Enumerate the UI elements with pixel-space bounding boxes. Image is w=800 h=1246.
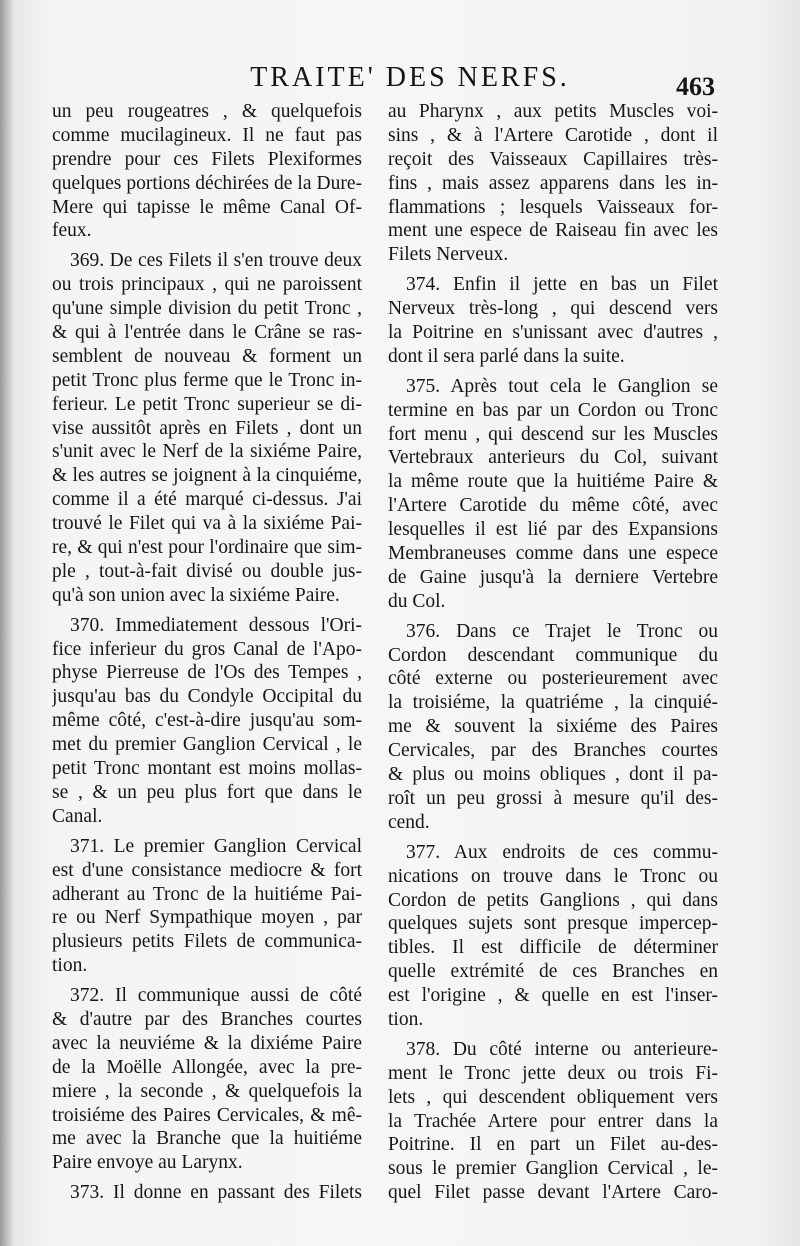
text-line: la troisiéme, la quatriéme , la cinquié- xyxy=(388,692,718,714)
text-line: roît un peu grossi à mesure qu'il des- xyxy=(388,787,718,809)
text-line: lets , qui descendent obliquement vers xyxy=(388,1086,718,1108)
text-line: 373. Il donne en passant des Filets xyxy=(70,1182,362,1204)
text-line: ment une espece de Raiseau fin avec les xyxy=(388,220,718,242)
right-column xyxy=(388,100,718,1205)
text-line: 369. De ces Filets il s'en trouve deux xyxy=(70,250,362,272)
text-line: dont il sera parlé dans la suite. xyxy=(388,345,625,367)
text-line: trouvé le Filet qui va à la sixiéme Pai- xyxy=(52,513,362,535)
text-line: miere , la seconde , & quelquefois la xyxy=(52,1080,362,1102)
text-line: 372. Il communique aussi de côté xyxy=(70,985,362,1007)
text-line: Paire envoye au Larynx. xyxy=(52,1152,243,1174)
gutter-shadow xyxy=(0,0,14,1246)
text-line: nications on trouve dans le Tronc ou xyxy=(388,865,718,887)
text-line: 378. Du côté interne ou anterieure- xyxy=(406,1038,718,1060)
text-line: semblent de nouveau & forment un xyxy=(52,345,362,367)
text-line: Cervicales, par des Branches courtes xyxy=(388,740,718,762)
text-line: qu'une simple division du petit Tronc , xyxy=(52,298,362,320)
text-line: est d'une consistance mediocre & fort xyxy=(52,859,362,881)
text-line: Vertebraux anterieurs du Col, suivant xyxy=(388,447,718,469)
page-number: 463 xyxy=(676,72,715,101)
text-line: un peu rougeatres , & quelquefois xyxy=(52,101,362,122)
text-line: Poitrine. Il en part un Filet au-des- xyxy=(388,1134,718,1156)
text-line: l'Artere Carotide du même côté, avec xyxy=(388,495,718,517)
text-line: la Poitrine en s'unissant avec d'autres , xyxy=(388,322,718,344)
text-line: physe Pierreuse de l'Os des Tempes , xyxy=(52,662,362,684)
text-line: adherant au Tronc de la huitiéme Pai- xyxy=(52,883,362,905)
text-line: vise aussitôt après en Filets , dont un xyxy=(52,417,362,439)
text-line: reçoit des Vaisseaux Capillaires très- xyxy=(388,148,718,170)
text-line: fort menu , qui descend sur les Muscles xyxy=(388,423,718,445)
text-line: Cordon descendant communique du xyxy=(388,644,718,666)
text-line: quelle extrémité de ces Branches en xyxy=(388,961,718,983)
text-line: sous le premier Ganglion Cervical , le- xyxy=(388,1158,718,1180)
text-line: avec la neuviéme & la dixiéme Paire xyxy=(52,1032,362,1054)
text-line: cend. xyxy=(388,811,430,833)
running-head: TRAITE' DES NERFS. xyxy=(250,62,570,93)
text-line: tion. xyxy=(388,1008,424,1030)
text-line: me avec la Branche que la huitiéme xyxy=(52,1128,362,1150)
text-line: re, & qui n'est pour l'ordinaire que sim- xyxy=(52,537,362,559)
text-line: Canal. xyxy=(52,805,103,827)
text-line: tion. xyxy=(52,955,88,977)
text-line: fins , mais assez apparens dans les in- xyxy=(388,172,718,194)
text-line: 376. Dans ce Trajet le Tronc ou xyxy=(406,620,718,642)
text-line: & qui à l'entrée dans le Crâne se ras- xyxy=(52,322,362,344)
text-line: lesquelles il est lié par des Expansions xyxy=(388,519,718,541)
text-line: plusieurs petits Filets de communica- xyxy=(52,931,362,953)
text-line: troisiéme des Paires Cervicales, & mê- xyxy=(52,1104,362,1126)
text-line: 374. Enfin il jette en bas un Filet xyxy=(406,274,718,296)
text-line: sins , & à l'Artere Carotide , dont il xyxy=(388,124,718,146)
text-line: même côté, c'est-à-dire jusqu'au som- xyxy=(52,710,362,732)
text-line: & les autres se joignent à la cinquiéme, xyxy=(52,465,362,487)
text-line: 371. Le premier Ganglion Cervical xyxy=(70,835,362,857)
text-line: s'unit avec le Nerf de la sixiéme Paire, xyxy=(52,441,362,463)
text-line: du Col. xyxy=(388,590,446,612)
text-line: tibles. Il est difficile de déterminer xyxy=(388,937,718,959)
text-line: qu'à son union avec la sixiéme Paire. xyxy=(52,584,340,606)
text-line: flammations ; lesquels Vaisseaux for- xyxy=(388,196,718,218)
text-line: petit Tronc plus ferme que le Tronc in- xyxy=(52,369,362,391)
text-line: termine en bas par un Cordon ou Tronc xyxy=(388,399,718,421)
text-line: feux. xyxy=(52,220,92,242)
text-line: Mere qui tapisse le même Canal Of- xyxy=(52,196,362,218)
text-line: la même route que la huitiéme Paire & xyxy=(388,471,718,493)
text-line: quelques sujets sont presque impercep- xyxy=(388,913,718,935)
left-column xyxy=(52,100,362,1205)
text-line: Cordon de petits Ganglions , qui dans xyxy=(388,889,718,911)
text-line: quelques portions déchirées de la Dure- xyxy=(52,172,362,194)
text-line: côté externe ou posterieurement avec xyxy=(388,668,718,690)
text-line: fice inferieur du gros Canal de l'Apo- xyxy=(52,638,362,660)
text-line: comme mucilagineux. Il ne faut pas xyxy=(52,124,362,146)
text-line: comme il a été marqué ci-dessus. J'ai xyxy=(52,489,362,511)
text-line: jusqu'au bas du Condyle Occipital du xyxy=(52,686,362,708)
text-line: quel Filet passe devant l'Artere Caro- xyxy=(388,1182,718,1204)
text-line: ple , tout-à-fait divisé ou double jus- xyxy=(52,560,362,582)
text-line: Membraneuses comme dans une espece xyxy=(388,543,718,565)
text-line: 377. Aux endroits de ces commu- xyxy=(406,841,718,863)
text-line: & plus ou moins obliques , dont il pa- xyxy=(388,764,718,786)
text-line: prendre pour ces Filets Plexiformes xyxy=(52,148,362,170)
text-line: me & souvent la sixiéme des Paires xyxy=(388,716,718,738)
text-line: ment le Tronc jette deux ou trois Fi- xyxy=(388,1062,718,1084)
text-line: est l'origine , & quelle en est l'inser- xyxy=(388,985,718,1007)
text-line: la Trachée Artere pour entrer dans la xyxy=(388,1110,718,1132)
text-line: re ou Nerf Sympathique moyen , par xyxy=(52,907,362,929)
text-line: se , & un peu plus fort que dans le xyxy=(52,781,362,803)
text-line: ou trois principaux , qui ne paroissent xyxy=(52,274,362,296)
text-line: de Gaine jusqu'à la derniere Vertebre xyxy=(388,566,718,588)
text-line: ferieur. Le petit Tronc superieur se di- xyxy=(52,393,362,415)
text-line: 375. Après tout cela le Ganglion se xyxy=(406,375,718,397)
text-line: Nerveux très-long , qui descend vers xyxy=(388,298,718,320)
text-line: met du premier Ganglion Cervical , le xyxy=(52,734,362,756)
text-line: & d'autre par des Branches courtes xyxy=(52,1008,362,1030)
text-line: Filets Nerveux. xyxy=(388,244,509,266)
text-line: petit Tronc montant est moins mollas- xyxy=(52,758,362,780)
text-line: 370. Immediatement dessous l'Ori- xyxy=(70,614,362,636)
text-line: au Pharynx , aux petits Muscles voi- xyxy=(388,101,718,122)
text-line: de la Moëlle Allongée, avec la pre- xyxy=(52,1056,362,1078)
